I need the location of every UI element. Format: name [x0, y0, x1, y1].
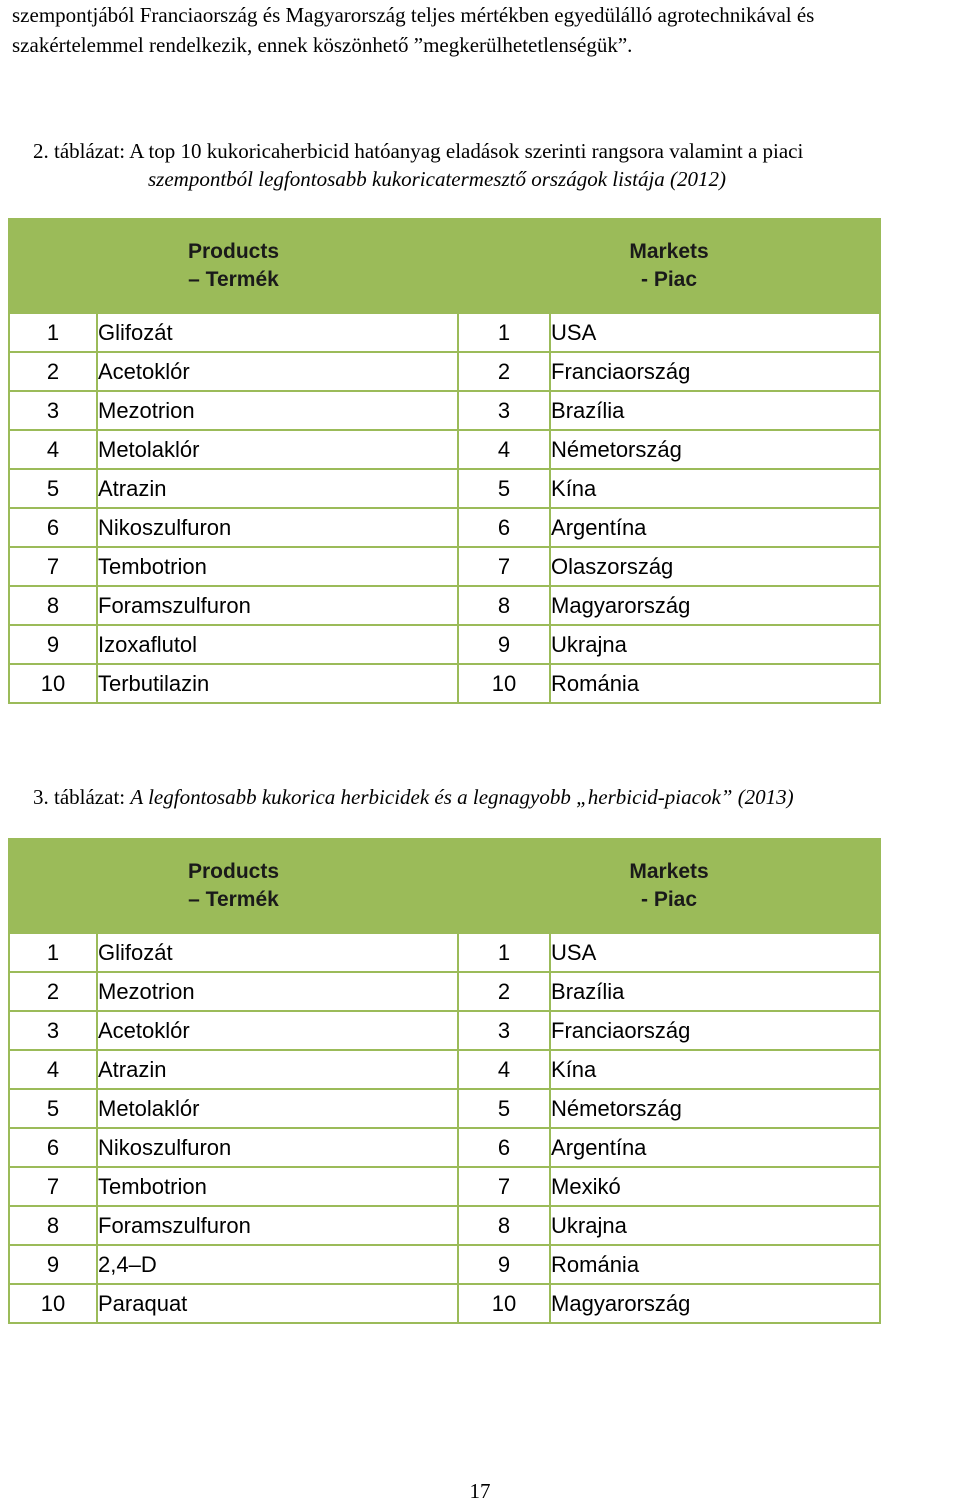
table-row — [9, 469, 880, 508]
market-rank-cell: 6 — [458, 508, 550, 547]
product-name-cell: Mezotrion — [97, 972, 458, 1011]
product-name-cell: Paraquat — [97, 1284, 458, 1323]
intro-line-2: szakértelemmel rendelkezik, ennek köszönhető ”megkerülhetetlenségük”. — [12, 33, 633, 57]
table-row — [9, 972, 880, 1011]
product-rank-cell: 4 — [9, 430, 97, 469]
market-name-cell: Franciaország — [550, 352, 880, 391]
market-rank-cell: 4 — [458, 430, 550, 469]
product-rank-cell: 7 — [9, 547, 97, 586]
table2-markets-header: Markets - Piac — [458, 219, 880, 313]
market-name-cell: Brazília — [550, 391, 880, 430]
table2-products-header: Products – Termék — [9, 219, 458, 313]
market-rank-cell: 8 — [458, 1206, 550, 1245]
table-row — [9, 1245, 880, 1284]
product-rank-cell: 5 — [9, 469, 97, 508]
product-rank-cell: 1 — [9, 933, 97, 972]
market-rank-cell: 1 — [458, 313, 550, 352]
market-name-cell: Argentína — [550, 508, 880, 547]
table-row — [9, 1284, 880, 1323]
table2-caption — [33, 136, 803, 166]
market-name-cell: Olaszország — [550, 547, 880, 586]
table-row — [9, 1089, 880, 1128]
table3-caption-prefix: 3. táblázat: — [33, 785, 131, 809]
market-rank-cell: 10 — [458, 664, 550, 703]
market-name-cell: Kína — [550, 469, 880, 508]
table-row — [9, 664, 880, 703]
market-rank-cell: 3 — [458, 1011, 550, 1050]
product-rank-cell: 1 — [9, 313, 97, 352]
product-rank-cell: 3 — [9, 1011, 97, 1050]
table-row — [9, 586, 880, 625]
table-row — [9, 1167, 880, 1206]
product-rank-cell: 7 — [9, 1167, 97, 1206]
table3-products-header: Products – Termék — [9, 839, 458, 933]
table-row — [9, 352, 880, 391]
product-name-cell: Metolaklór — [97, 430, 458, 469]
market-rank-cell: 5 — [458, 469, 550, 508]
intro-line-1: szempontjából Franciaország és Magyarország teljes mértékben egyedülálló agrotechnikával és — [12, 3, 815, 27]
page-number: 17 — [469, 1479, 491, 1503]
table-row — [9, 1050, 880, 1089]
product-name-cell: Atrazin — [97, 1050, 458, 1089]
product-rank-cell: 3 — [9, 391, 97, 430]
product-name-cell: Terbutilazin — [97, 664, 458, 703]
market-name-cell: Brazília — [550, 972, 880, 1011]
product-rank-cell: 6 — [9, 1128, 97, 1167]
product-name-cell: Nikoszulfuron — [97, 508, 458, 547]
table-row — [9, 625, 880, 664]
market-name-cell: Mexikó — [550, 1167, 880, 1206]
market-name-cell: Kína — [550, 1050, 880, 1089]
table2-rankings — [8, 218, 881, 704]
market-name-cell: Románia — [550, 1245, 880, 1284]
product-name-cell: Acetoklór — [97, 352, 458, 391]
market-name-cell: Magyarország — [550, 586, 880, 625]
table-row — [9, 1011, 880, 1050]
table3-markets-header: Markets - Piac — [458, 839, 880, 933]
product-rank-cell: 9 — [9, 625, 97, 664]
market-rank-cell: 9 — [458, 625, 550, 664]
market-rank-cell: 9 — [458, 1245, 550, 1284]
table3-caption — [33, 782, 794, 812]
product-rank-cell: 10 — [9, 1284, 97, 1323]
market-name-cell: Románia — [550, 664, 880, 703]
market-name-cell: Ukrajna — [550, 625, 880, 664]
table-row — [9, 508, 880, 547]
table2-header-row — [9, 219, 880, 313]
market-rank-cell: 6 — [458, 1128, 550, 1167]
product-name-cell: Acetoklór — [97, 1011, 458, 1050]
market-rank-cell: 3 — [458, 391, 550, 430]
product-name-cell: Glifozát — [97, 933, 458, 972]
table-row — [9, 391, 880, 430]
product-name-cell: Tembotrion — [97, 1167, 458, 1206]
product-rank-cell: 8 — [9, 1206, 97, 1245]
market-rank-cell: 1 — [458, 933, 550, 972]
market-name-cell: Németország — [550, 430, 880, 469]
product-rank-cell: 5 — [9, 1089, 97, 1128]
product-name-cell: Glifozát — [97, 313, 458, 352]
market-name-cell: USA — [550, 313, 880, 352]
market-rank-cell: 10 — [458, 1284, 550, 1323]
market-name-cell: Argentína — [550, 1128, 880, 1167]
table-row — [9, 1206, 880, 1245]
product-rank-cell: 4 — [9, 1050, 97, 1089]
market-name-cell: Ukrajna — [550, 1206, 880, 1245]
table3-rankings — [8, 838, 881, 1324]
market-rank-cell: 8 — [458, 586, 550, 625]
product-name-cell: Mezotrion — [97, 391, 458, 430]
table-row — [9, 933, 880, 972]
product-name-cell: Izoxaflutol — [97, 625, 458, 664]
table-row — [9, 430, 880, 469]
product-name-cell: 2,4–D — [97, 1245, 458, 1284]
table2-caption-prefix: 2. táblázat: — [33, 139, 130, 163]
market-rank-cell: 4 — [458, 1050, 550, 1089]
table2-caption-line1: A top 10 kukoricaherbicid hatóanyag eladások szerinti rangsora valamint a piaci — [129, 139, 804, 163]
market-rank-cell: 2 — [458, 972, 550, 1011]
product-rank-cell: 9 — [9, 1245, 97, 1284]
product-name-cell: Foramszulfuron — [97, 586, 458, 625]
market-name-cell: Németország — [550, 1089, 880, 1128]
intro-paragraph — [12, 0, 956, 60]
market-rank-cell: 7 — [458, 1167, 550, 1206]
product-rank-cell: 6 — [9, 508, 97, 547]
table2-caption-line2: szempontból legfontosabb kukoricatermesztő országok listája (2012) — [148, 167, 727, 191]
table3-caption-text: A legfontosabb kukorica herbicidek és a legnagyobb „herbicid-piacok” (2013) — [130, 785, 794, 809]
product-rank-cell: 2 — [9, 352, 97, 391]
product-name-cell: Nikoszulfuron — [97, 1128, 458, 1167]
market-name-cell: Magyarország — [550, 1284, 880, 1323]
table-row — [9, 547, 880, 586]
market-rank-cell: 7 — [458, 547, 550, 586]
market-rank-cell: 2 — [458, 352, 550, 391]
product-rank-cell: 2 — [9, 972, 97, 1011]
product-rank-cell: 10 — [9, 664, 97, 703]
table2-caption-cont — [148, 164, 726, 194]
table3-header-row — [9, 839, 880, 933]
market-name-cell: Franciaország — [550, 1011, 880, 1050]
table-row — [9, 1128, 880, 1167]
market-rank-cell: 5 — [458, 1089, 550, 1128]
product-name-cell: Foramszulfuron — [97, 1206, 458, 1245]
product-rank-cell: 8 — [9, 586, 97, 625]
market-name-cell: USA — [550, 933, 880, 972]
table-row — [9, 313, 880, 352]
product-name-cell: Atrazin — [97, 469, 458, 508]
product-name-cell: Metolaklór — [97, 1089, 458, 1128]
product-name-cell: Tembotrion — [97, 547, 458, 586]
